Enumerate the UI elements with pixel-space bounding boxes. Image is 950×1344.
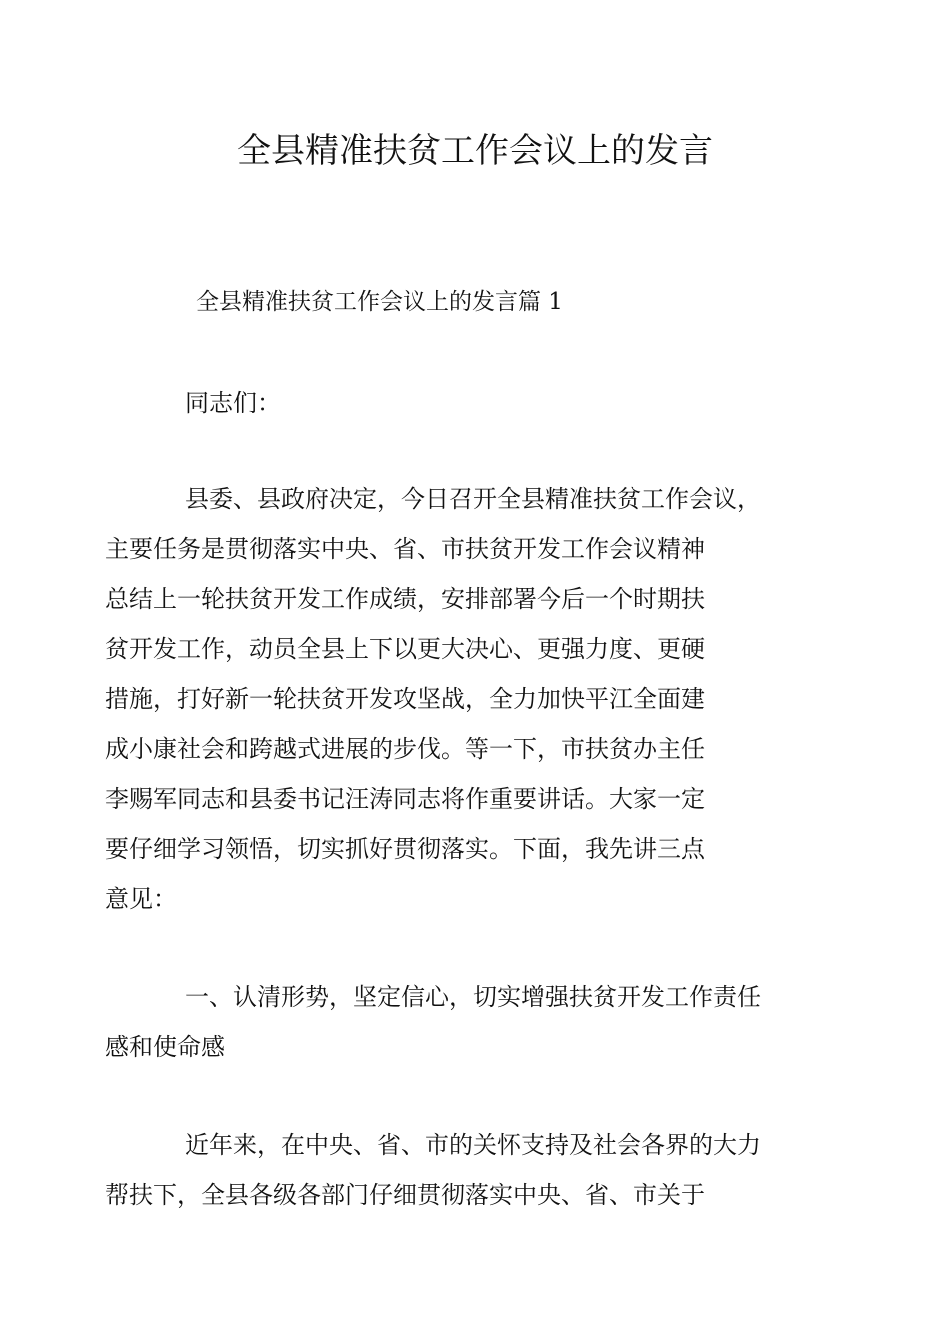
paragraph-line: 李赐军同志和县委书记汪涛同志将作重要讲话。大家一定 xyxy=(105,785,705,813)
document-subtitle: 全县精准扶贫工作会议上的发言篇 1 xyxy=(196,289,563,315)
paragraph-2 xyxy=(105,1120,805,1344)
paragraph-1 xyxy=(105,474,805,924)
document-title: 全县精准扶贫工作会议上的发言 xyxy=(237,131,713,171)
paragraph-line: 县委、县政府决定，今日召开全县精准扶贫工作会议， xyxy=(185,485,761,513)
paragraph-line: 要仔细学习领悟，切实抓好贯彻落实。下面，我先讲三点 xyxy=(105,835,705,863)
paragraph-line: 近年来，在中央、省、市的关怀支持及社会各界的大力 xyxy=(185,1131,761,1159)
paragraph-line: 贫开发工作，动员全县上下以更大决心、更强力度、更硬 xyxy=(105,635,705,663)
paragraph-line: 成小康社会和跨越式进展的步伐。等一下，市扶贫办主任 xyxy=(105,735,705,763)
paragraph-line: 帮扶下，全县各级各部门仔细贯彻落实中央、省、市关于 xyxy=(105,1181,705,1209)
greeting: 同志们： xyxy=(185,389,281,417)
paragraph-line: 总结上一轮扶贫开发工作成绩，安排部署今后一个时期扶 xyxy=(105,585,705,613)
section-heading-1 xyxy=(105,972,805,1072)
heading-line: 感和使命感 xyxy=(105,1033,225,1061)
heading-line: 一、认清形势，坚定信心，切实增强扶贫开发工作责任 xyxy=(185,983,761,1011)
paragraph-line: 主要任务是贯彻落实中央、省、市扶贫开发工作会议精神 xyxy=(105,535,705,563)
paragraph-line: 措施，打好新一轮扶贫开发攻坚战，全力加快平江全面建 xyxy=(105,685,705,713)
paragraph-line: 意见： xyxy=(105,885,177,913)
